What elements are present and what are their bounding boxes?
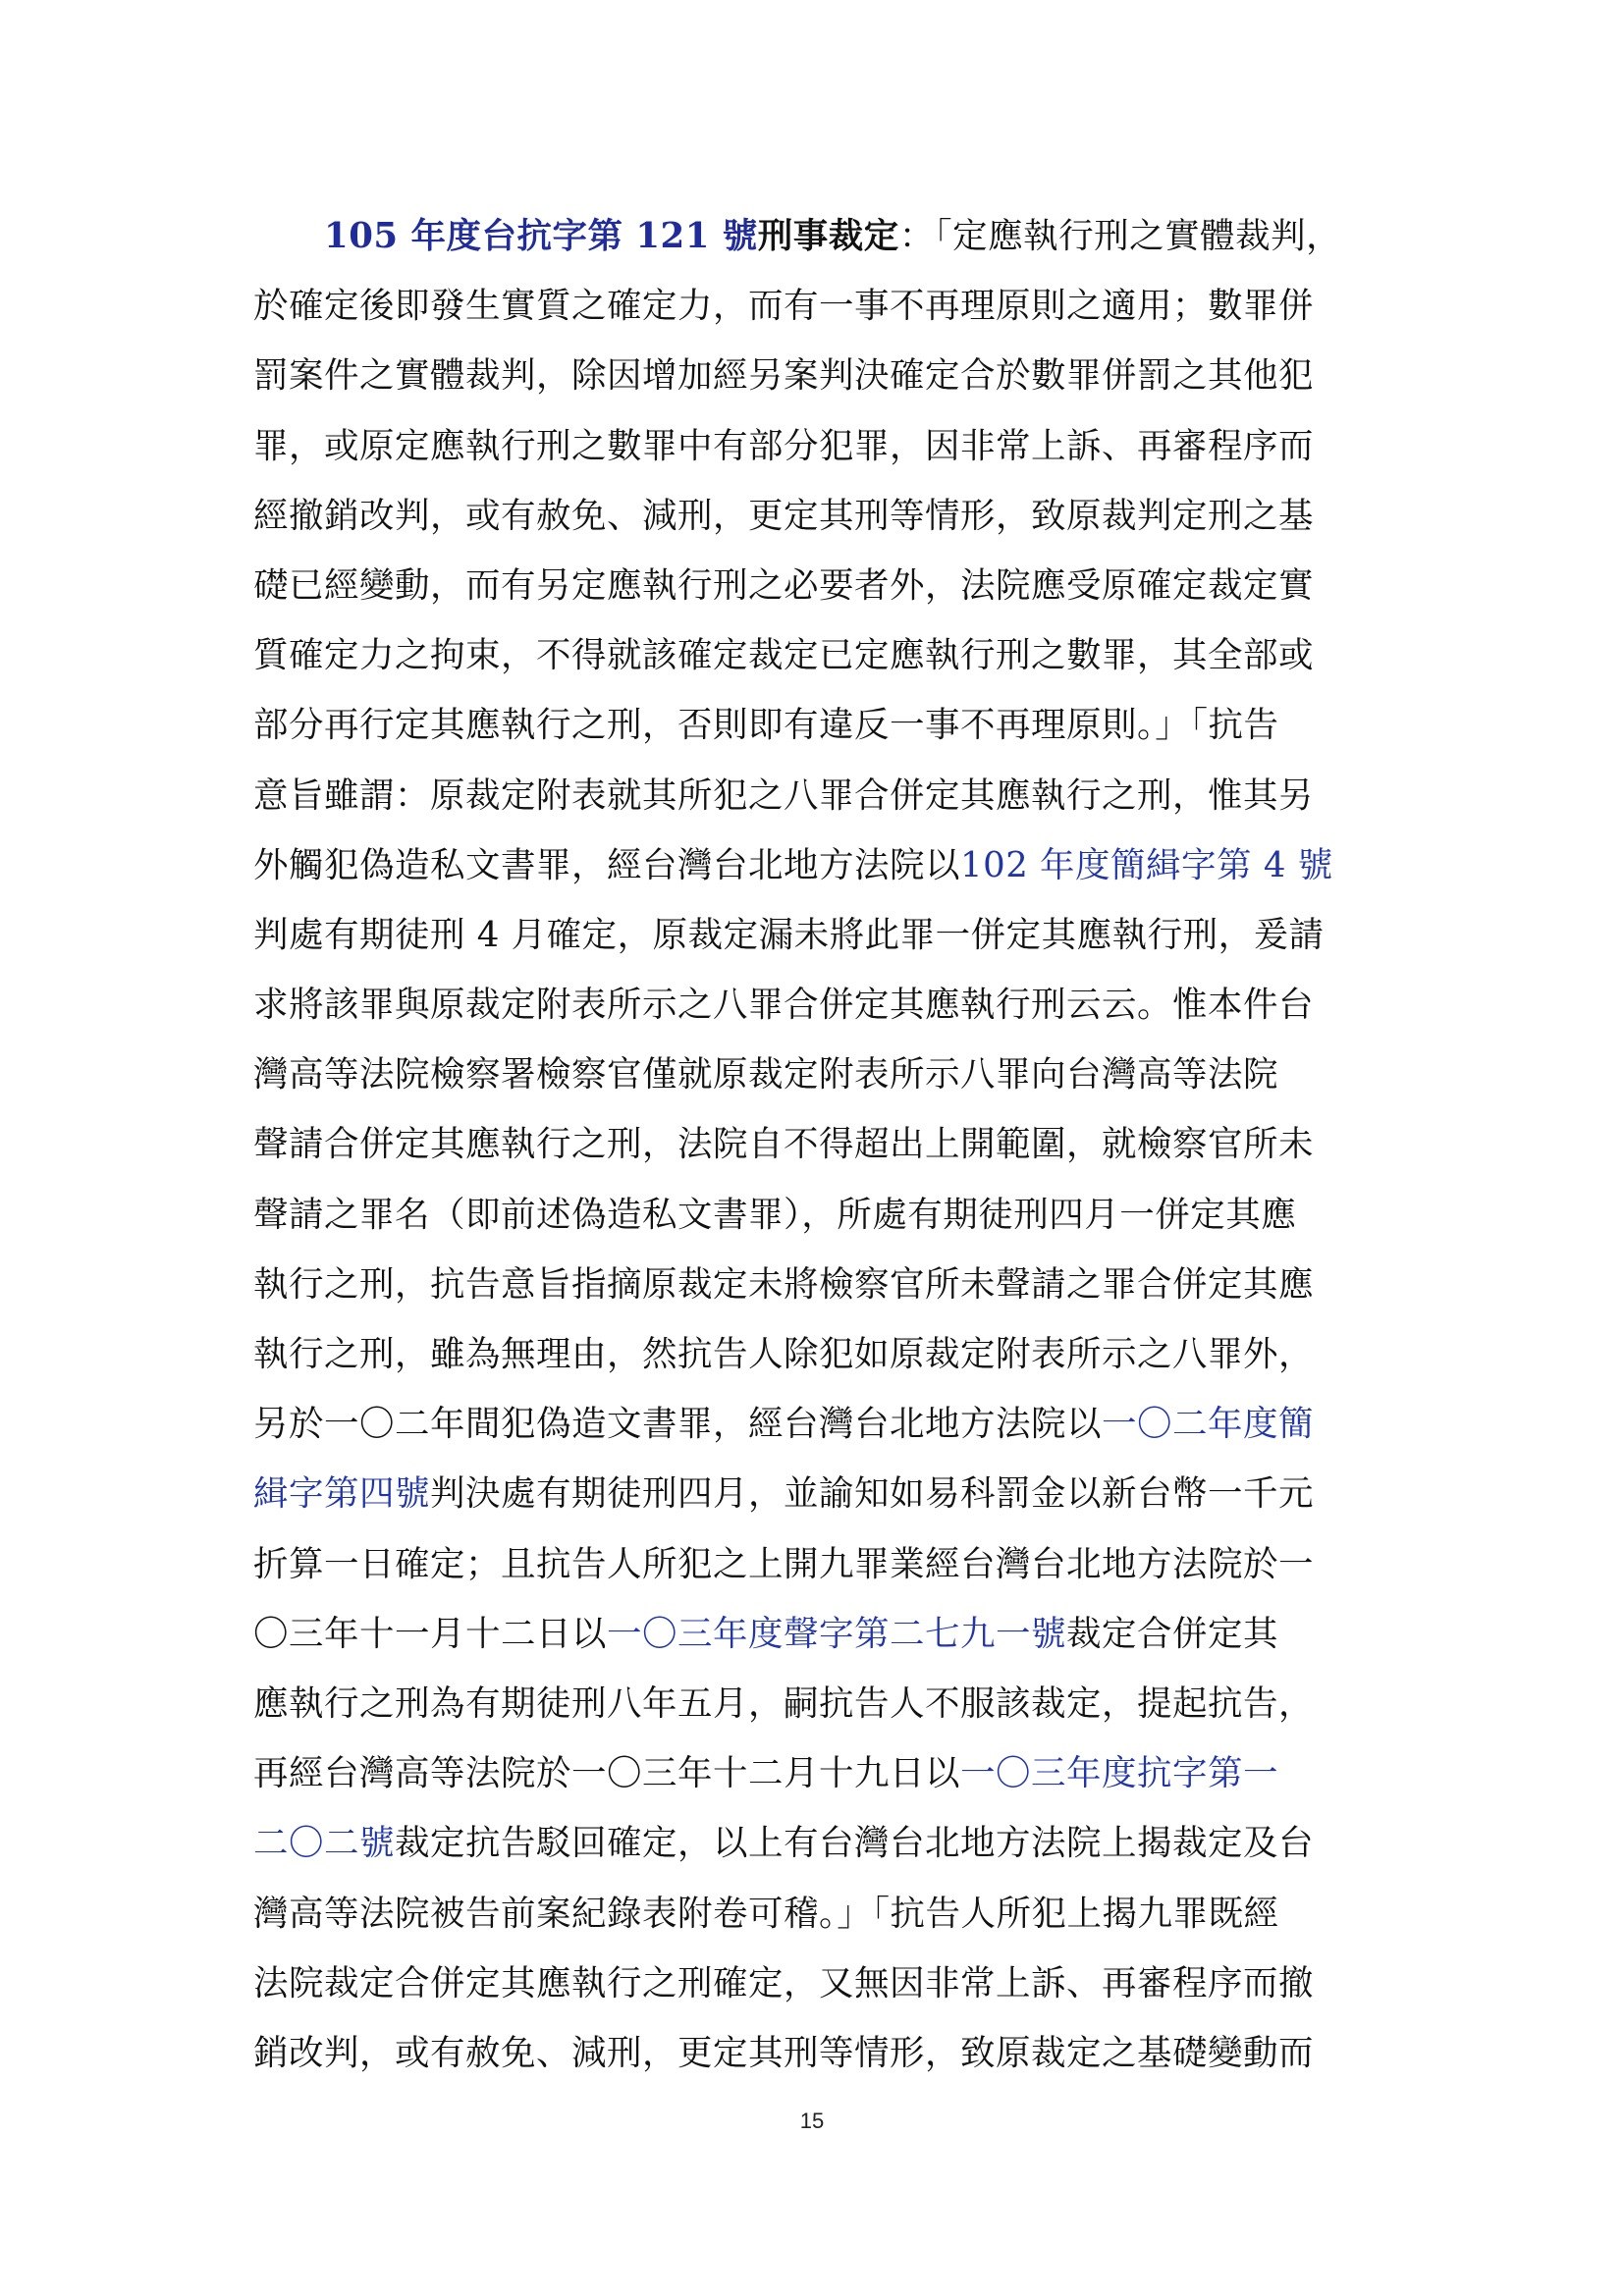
text-line xyxy=(253,481,1382,551)
text-line xyxy=(253,1389,1382,1459)
body-text-segment: 裁定合併定其 xyxy=(1066,1613,1279,1654)
heading-case-citation[interactable]: 105 年度台抗字第 121 號 xyxy=(324,216,758,256)
text-line xyxy=(253,1040,1382,1109)
body-text-segment: 經撤銷改判，或有赦免、減刑，更定其刑等情形，致原裁判定刑之基 xyxy=(253,495,1315,536)
heading-label: 刑事裁定 xyxy=(757,216,899,256)
text-line xyxy=(253,1669,1382,1738)
text-line xyxy=(253,690,1382,760)
text-line xyxy=(253,1808,1382,1878)
body-text-segment: 執行之刑，雖為無理由，然抗告人除犯如原裁定附表所示之八罪外， xyxy=(253,1334,1315,1374)
text-line xyxy=(253,761,1382,830)
body-text-segment: 求將該罪與原裁定附表所示之八罪合併定其應執行刑云云。惟本件台 xyxy=(253,985,1315,1026)
body-text-segment: 罰案件之實體裁判，除因增加經另案判決確定合於數罪併罰之其他犯 xyxy=(253,355,1315,397)
body-text-segment: 意旨雖謂：原裁定附表就其所犯之八罪合併定其應執行之刑，惟其另 xyxy=(253,774,1315,816)
text-line xyxy=(253,1599,1382,1669)
body-text-segment: 執行之刑，抗告意旨指摘原裁定未將檢察官所未聲請之罪合併定其應 xyxy=(253,1263,1315,1305)
text-line xyxy=(253,1319,1382,1389)
page-number: 15 xyxy=(799,2109,825,2133)
body-text-segment: 另於一〇二年間犯偽造文書罪，經台灣台北地方法院以 xyxy=(253,1404,1103,1445)
body-text-segment: 法院裁定合併定其應執行之刑確定，又無因非常上訴、再審程序而撤 xyxy=(253,1962,1315,2003)
text-line xyxy=(253,551,1382,620)
text-line xyxy=(253,1879,1382,1949)
body-text-segment: 判處有期徒刑 4 月確定，原裁定漏未將此罪一併定其應執行刑，爰請 xyxy=(253,914,1325,955)
body-text-segment: 質確定力之拘束，不得就該確定裁定已定應執行刑之數罪，其全部或 xyxy=(253,635,1315,676)
text-line xyxy=(253,1180,1382,1250)
body-text xyxy=(253,201,1382,2088)
text-line xyxy=(253,1738,1382,1808)
body-text-segment: 灣高等法院檢察署檢察官僅就原裁定附表所示八罪向台灣高等法院 xyxy=(253,1054,1279,1095)
text-line xyxy=(253,830,1382,900)
text-line xyxy=(253,201,1382,271)
body-text-segment: 〇三年十一月十二日以 xyxy=(253,1613,608,1654)
text-line xyxy=(253,1529,1382,1599)
body-text-segment: 應執行之刑為有期徒刑八年五月，嗣抗告人不服該裁定，提起抗告， xyxy=(253,1682,1315,1724)
text-line xyxy=(253,1949,1382,2018)
body-text-segment: 灣高等法院被告前案紀錄表附卷可稽。」「抗告人所犯上揭九罪既經 xyxy=(253,1893,1279,1934)
body-text-segment: 判決處有期徒刑四月，並諭知如易科罰金以新台幣一千元 xyxy=(430,1473,1315,1515)
body-text-segment: 罪，或原定應執行刑之數罪中有部分犯罪，因非常上訴、再審程序而 xyxy=(253,425,1315,466)
text-line xyxy=(253,620,1382,690)
text-line xyxy=(253,970,1382,1040)
text-line xyxy=(253,411,1382,481)
body-text-segment: 礎已經變動，而有另定應執行刑之必要者外，法院應受原確定裁定實 xyxy=(253,564,1315,606)
body-text-segment: 銷改判，或有赦免、減刑，更定其刑等情形，致原裁定之基礎變動而 xyxy=(253,2032,1315,2073)
body-text-segment: ：「定應執行刑之實體裁判， xyxy=(898,216,1342,256)
body-text-segment: 裁定抗告駁回確定，以上有台灣台北地方法院上揭裁定及台 xyxy=(395,1823,1315,1864)
text-line xyxy=(253,900,1382,970)
body-text-segment: 折算一日確定；且抗告人所犯之上開九罪業經台灣台北地方法院於一 xyxy=(253,1543,1315,1584)
text-line xyxy=(253,271,1382,341)
text-line xyxy=(253,1109,1382,1179)
text-line xyxy=(253,1250,1382,1319)
body-text-segment: 外觸犯偽造私文書罪，經台灣台北地方法院以 xyxy=(253,844,961,885)
text-line xyxy=(253,1459,1382,1528)
case-citation-link[interactable]: 一〇三年度聲字第二七九一號 xyxy=(607,1613,1067,1654)
body-text-segment: 聲請之罪名（即前述偽造私文書罪），所處有期徒刑四月一併定其應 xyxy=(253,1194,1297,1235)
body-text-segment: 於確定後即發生實質之確定力，而有一事不再理原則之適用；數罪併 xyxy=(253,286,1315,327)
case-citation-link[interactable]: 緝字第四號 xyxy=(253,1473,431,1515)
text-line xyxy=(253,2018,1382,2088)
case-citation-link[interactable]: 102 年度簡緝字第 4 號 xyxy=(960,844,1333,885)
body-text-segment: 聲請合併定其應執行之刑，法院自不得超出上開範圍，就檢察官所未 xyxy=(253,1124,1315,1165)
body-text-segment: 部分再行定其應執行之刑，否則即有違反一事不再理原則。」「抗告 xyxy=(253,705,1279,746)
case-citation-link[interactable]: 一〇二年度簡 xyxy=(1102,1404,1315,1445)
case-citation-link[interactable]: 二〇二號 xyxy=(253,1823,396,1864)
case-citation-link[interactable]: 一〇三年度抗字第一 xyxy=(960,1753,1279,1794)
text-line xyxy=(253,341,1382,410)
body-text-segment: 再經台灣高等法院於一〇三年十二月十九日以 xyxy=(253,1753,961,1794)
